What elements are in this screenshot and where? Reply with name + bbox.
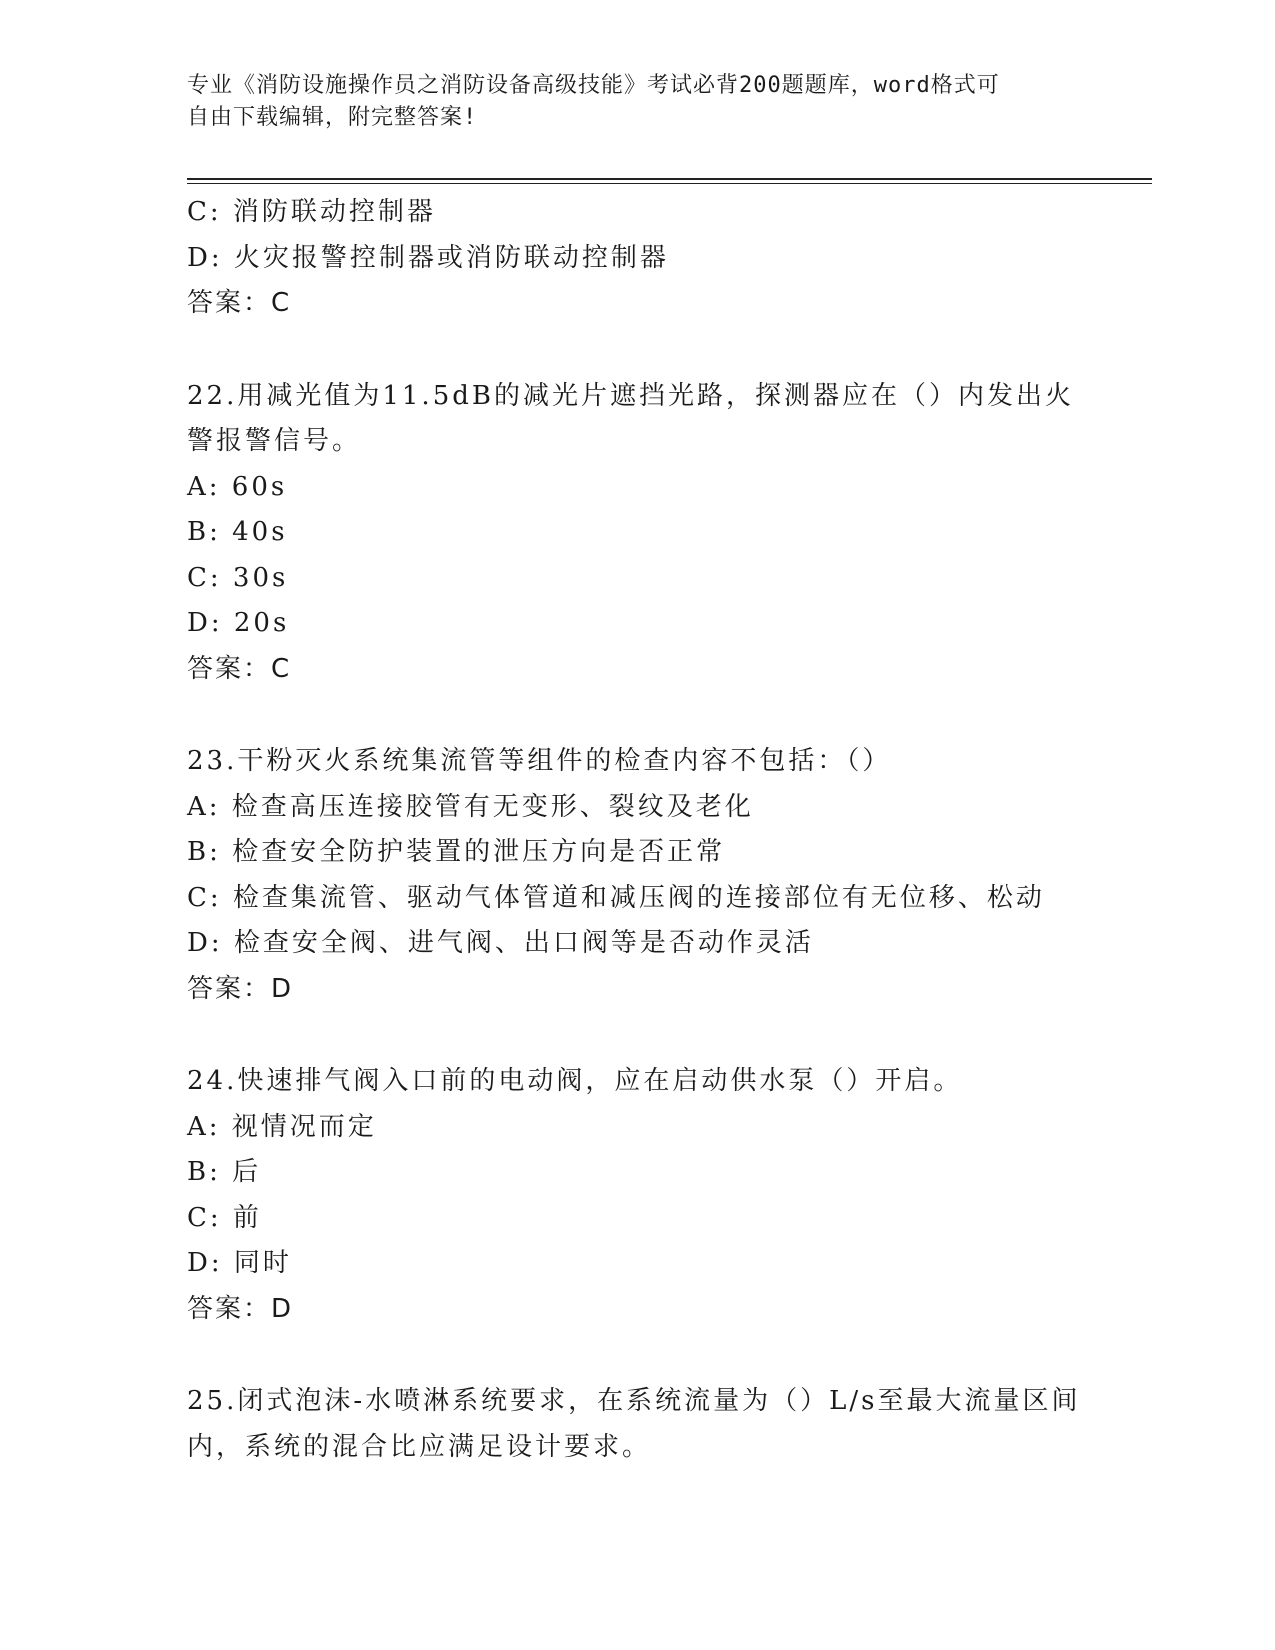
option-a: A: 检查高压连接胶管有无变形、裂纹及老化 (187, 791, 754, 822)
answer-line: 答案：D (187, 973, 294, 1004)
option-c: C: 消防联动控制器 (187, 197, 436, 227)
question-stem-line-1: 25.闭式泡沫-水喷淋系统要求，在系统流量为（）L/s至最大流量区间 (187, 1386, 1081, 1416)
option-b: B: 40s (187, 517, 288, 547)
option-d: D: 火灾报警控制器或消防联动控制器 (187, 242, 669, 273)
header-rule-thick (187, 178, 1152, 180)
option-a: A: 60s (187, 471, 288, 502)
question-stem-line-1: 24.快速排气阀入口前的电动阀，应在启动供水泵（）开启。 (187, 1066, 963, 1096)
spacer (187, 692, 1087, 739)
answer-line: 答案：D (187, 1293, 294, 1324)
header-line-2: 自由下载编辑，附完整答案! (187, 105, 478, 130)
option-c: C: 30s (187, 562, 289, 593)
question-22 (187, 374, 1087, 693)
question-stem-line-1: 23.干粉灭火系统集流管等组件的检查内容不包括：（） (187, 746, 892, 776)
option-d: D: 20s (187, 608, 290, 638)
spacer (187, 1332, 1087, 1379)
spacer (187, 327, 1087, 374)
question-23 (187, 739, 1087, 1012)
document-body (187, 190, 1087, 1470)
question-stem-line-2: 警报警信号。 (187, 426, 362, 456)
option-d: D: 同时 (187, 1248, 292, 1278)
question-24 (187, 1059, 1087, 1332)
question-stem-line-2: 内，系统的混合比应满足设计要求。 (187, 1431, 652, 1462)
option-c: C: 检查集流管、驱动气体管道和减压阀的连接部位有无位移、松动 (187, 882, 1045, 913)
question-stem-line-1: 22.用减光值为11.5dB的减光片遮挡光路，探测器应在（）内发出火 (187, 380, 1074, 411)
option-c: C: 前 (187, 1202, 262, 1233)
option-d: D: 检查安全阀、进气阀、出口阀等是否动作灵活 (187, 928, 814, 958)
question-25 (187, 1379, 1087, 1470)
question-21-tail (187, 190, 1087, 327)
option-a: A: 视情况而定 (187, 1111, 377, 1142)
header-rule-thin (187, 183, 1152, 184)
option-b: B: 检查安全防护装置的泄压方向是否正常 (187, 837, 726, 867)
answer-line: 答案：C (187, 288, 292, 318)
spacer (187, 1012, 1087, 1059)
document-header (187, 70, 1087, 134)
answer-line: 答案：C (187, 653, 292, 684)
header-line-1: 专业《消防设施操作员之消防设备高级技能》考试必背200题题库，word格式可 (187, 73, 1000, 98)
option-b: B: 后 (187, 1157, 262, 1187)
